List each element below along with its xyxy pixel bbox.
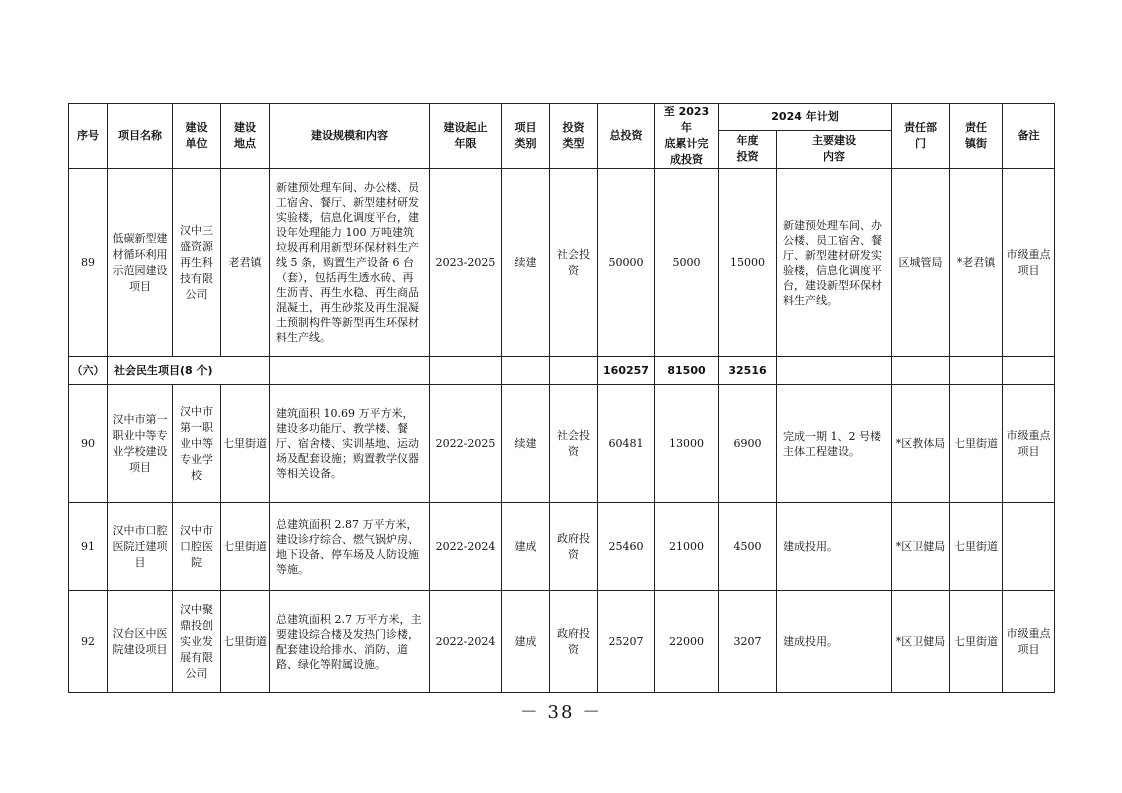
cell-dept: *区教体局 — [892, 385, 950, 503]
cell-remark: 市级重点项目 — [1003, 169, 1055, 357]
cell-category: 建成 — [502, 591, 550, 693]
cell-remark: 市级重点项目 — [1003, 591, 1055, 693]
header-annual: 年度 投资 — [719, 130, 777, 168]
cell-name: 汉台区中医院建设项目 — [108, 591, 173, 693]
cell-cumulative: 5000 — [655, 169, 719, 357]
cell-remark: 市级重点项目 — [1003, 385, 1055, 503]
table-row — [69, 591, 1055, 693]
cell-category: 续建 — [502, 385, 550, 503]
cell-main-content: 完成一期 1、2 号楼主体工程建设。 — [777, 385, 892, 503]
table-row — [69, 385, 1055, 503]
cell-total: 25460 — [598, 503, 655, 591]
header-name: 项目名称 — [108, 104, 173, 169]
header-location: 建设 地点 — [221, 104, 270, 169]
header-unit: 建设 单位 — [173, 104, 221, 169]
header-period: 建设起止 年限 — [430, 104, 502, 169]
cell-invest-type: 社会投资 — [550, 385, 598, 503]
table-row — [69, 503, 1055, 591]
cell-town: 七里街道 — [950, 385, 1003, 503]
cell-annual: 15000 — [719, 169, 777, 357]
cell-seq: 92 — [69, 591, 108, 693]
cell-period: 2023-2025 — [430, 169, 502, 357]
header-seq: 序号 — [69, 104, 108, 169]
cell-annual: 4500 — [719, 503, 777, 591]
cell-cumulative: 22000 — [655, 591, 719, 693]
cell-cumulative: 13000 — [655, 385, 719, 503]
cell-seq: 90 — [69, 385, 108, 503]
cell-unit: 汉中三盛资源再生科技有限公司 — [173, 169, 221, 357]
header-cumulative: 至 2023 年 底累计完 成投资 — [655, 104, 719, 169]
cell-period: 2022-2025 — [430, 385, 502, 503]
group-annual: 32516 — [719, 357, 777, 385]
cell-main-content: 新建预处理车间、办公楼、员工宿舍、餐厅、新型建材研发实验楼，信息化调度平台，建设新型环保材料生产线。 — [777, 169, 892, 357]
cell-location: 七里街道 — [221, 503, 270, 591]
cell-category: 建成 — [502, 503, 550, 591]
cell-location: 七里街道 — [221, 385, 270, 503]
cell-invest-type: 政府投资 — [550, 503, 598, 591]
project-table — [68, 103, 1055, 693]
cell-total: 25207 — [598, 591, 655, 693]
cell-invest-type: 社会投资 — [550, 169, 598, 357]
cell-category: 续建 — [502, 169, 550, 357]
cell-period: 2022-2024 — [430, 591, 502, 693]
cell-seq: 89 — [69, 169, 108, 357]
cell-main-content: 建成投用。 — [777, 503, 892, 591]
cell-unit: 汉中市第一职业中等专业学校 — [173, 385, 221, 503]
group-total: 160257 — [598, 357, 655, 385]
cell-annual: 6900 — [719, 385, 777, 503]
group-seq: （六） — [69, 357, 108, 385]
cell-town: *老君镇 — [950, 169, 1003, 357]
cell-main-content: 建成投用。 — [777, 591, 892, 693]
header-invest-type: 投资 类型 — [550, 104, 598, 169]
header-town: 责任 镇街 — [950, 104, 1003, 169]
cell-dept: 区城管局 — [892, 169, 950, 357]
cell-name: 汉中市第一职业中等专业学校建设项目 — [108, 385, 173, 503]
cell-seq: 91 — [69, 503, 108, 591]
cell-town: 七里街道 — [950, 591, 1003, 693]
cell-location: 老君镇 — [221, 169, 270, 357]
cell-scale: 总建筑面积 2.7 万平方米，主要建设综合楼及发热门诊楼，配套建设给排水、消防、道路、绿化等附属设施。 — [270, 591, 430, 693]
cell-invest-type: 政府投资 — [550, 591, 598, 693]
cell-scale: 总建筑面积 2.87 万平方米，建设诊疗综合、燃气锅炉房、地下设备、停车场及人防设施等施。 — [270, 503, 430, 591]
header-category: 项目 类别 — [502, 104, 550, 169]
cell-total: 50000 — [598, 169, 655, 357]
header-scale: 建设规模和内容 — [270, 104, 430, 169]
cell-cumulative: 21000 — [655, 503, 719, 591]
header-remark: 备注 — [1003, 104, 1055, 169]
cell-unit: 汉中聚鼎投创实业发展有限公司 — [173, 591, 221, 693]
group-cumulative: 81500 — [655, 357, 719, 385]
page-number: － 38 － — [519, 702, 603, 723]
cell-scale: 建筑面积 10.69 万平方米，建设多功能厅、教学楼、餐厅、宿舍楼、实训基地、运动场及配套设施；购置教学仪器等相关设备。 — [270, 385, 430, 503]
cell-name: 汉中市口腔医院迁建项目 — [108, 503, 173, 591]
cell-period: 2022-2024 — [430, 503, 502, 591]
cell-town: 七里街道 — [950, 503, 1003, 591]
cell-dept: *区卫健局 — [892, 503, 950, 591]
header-total: 总投资 — [598, 104, 655, 169]
cell-unit: 汉中市口腔医院 — [173, 503, 221, 591]
cell-name: 低碳新型建材循环利用示范园建设项目 — [108, 169, 173, 357]
header-main-content: 主要建设 内容 — [777, 130, 892, 168]
cell-total: 60481 — [598, 385, 655, 503]
group-row — [69, 357, 1055, 385]
group-name: 社会民生项目(8 个) — [108, 357, 270, 385]
header-dept: 责任部 门 — [892, 104, 950, 169]
header-plan-2024: 2024 年计划 — [719, 104, 892, 131]
cell-scale: 新建预处理车间、办公楼、员工宿舍、餐厅、新型建材研发实验楼，信息化调度平台，建设年处理能力 100 万吨建筑垃圾再利用新型环保材料生产线 5 条，购置生产设备 6 台（套），包括再生透水砖、再生沥青、再生水稳、再生商品混凝土，再生砂浆及再生混凝土预制构件等新型再生环保材料生产线。 — [270, 169, 430, 357]
cell-dept: *区卫健局 — [892, 591, 950, 693]
cell-location: 七里街道 — [221, 591, 270, 693]
cell-remark — [1003, 503, 1055, 591]
cell-annual: 3207 — [719, 591, 777, 693]
table-row — [69, 169, 1055, 357]
